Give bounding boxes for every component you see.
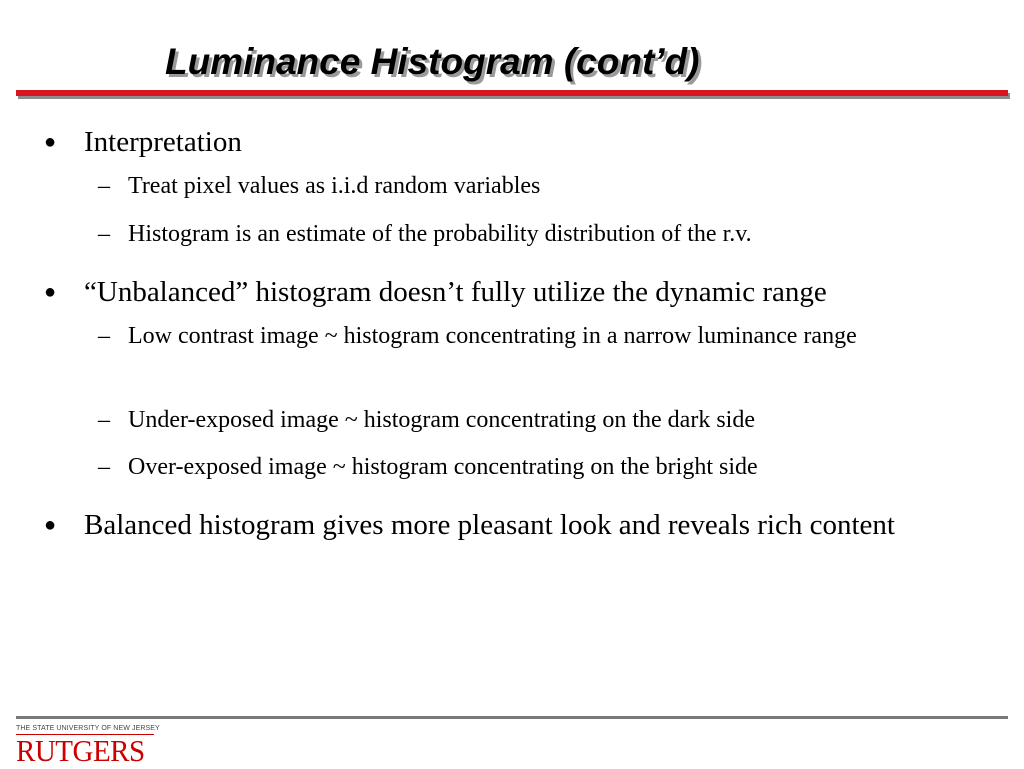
bullet-text: Balanced histogram gives more pleasant look and reveals rich content (84, 509, 895, 541)
rutgers-logo (16, 724, 160, 769)
bullet-marker: ● (44, 131, 57, 153)
dash-marker: – (98, 221, 110, 247)
bullet-item (44, 274, 984, 310)
bullet-text: “Unbalanced” histogram doesn’t fully utilize the dynamic range (84, 276, 827, 308)
footer-divider (16, 716, 1008, 719)
bullet-marker: ● (44, 514, 57, 536)
bullet-text: Interpretation (84, 126, 242, 158)
dash-marker: – (98, 323, 110, 349)
dash-marker: – (98, 407, 110, 433)
slide-title: Luminance Histogram (cont’d) (165, 41, 700, 82)
sub-bullet-text: Over-exposed image ~ histogram concentrating on the bright side (128, 454, 758, 480)
dash-marker: – (98, 454, 110, 480)
bullet-marker: ● (44, 281, 57, 303)
sub-bullet-item (98, 318, 888, 355)
sub-bullet-text: Under-exposed image ~ histogram concentrating on the dark side (128, 407, 755, 433)
sub-bullet-item (98, 216, 978, 253)
logo-wordmark: RUTGERS (16, 734, 145, 769)
sub-bullet-item (98, 402, 978, 439)
bullet-item (44, 124, 984, 160)
sub-bullet-text: Low contrast image ~ histogram concentrating in a narrow luminance range (128, 323, 857, 349)
sub-bullet-item (98, 449, 978, 486)
dash-marker: – (98, 173, 110, 199)
sub-bullet-item (98, 168, 978, 205)
bullet-item (44, 507, 954, 543)
sub-bullet-text: Histogram is an estimate of the probability distribution of the r.v. (128, 221, 752, 247)
logo-tagline: THE STATE UNIVERSITY OF NEW JERSEY (16, 725, 160, 732)
sub-bullet-text: Treat pixel values as i.i.d random variables (128, 173, 541, 199)
